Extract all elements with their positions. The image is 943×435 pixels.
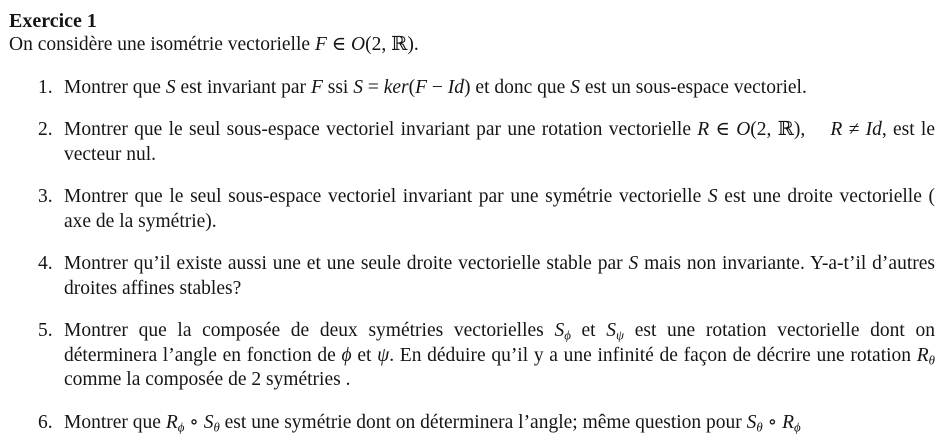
item-number: 5. (38, 319, 64, 393)
exercise-item-2 (9, 118, 935, 167)
item-number: 1. (38, 76, 64, 101)
item-text: Montrer que S est invariant par F ssi S = ker(F − Id) et donc que S est un sous-espace vectoriel. (64, 76, 935, 101)
exercise-title: Exercice 1 (9, 9, 935, 33)
item-number: 4. (38, 252, 64, 301)
item-text: Montrer que Rϕ ∘ Sθ est une symétrie dont on déterminera l’angle; même question pour Sθ ∘ Rϕ (64, 411, 935, 435)
item-number: 6. (38, 411, 64, 435)
exercise-item-3 (9, 185, 935, 234)
intro-paragraph: On considère une isométrie vectorielle F ∈ O(2, ℝ). (9, 33, 935, 58)
item-number: 2. (38, 118, 64, 167)
exercise-item-5 (9, 319, 935, 393)
item-text: Montrer qu’il existe aussi une et une seule droite vectorielle stable par S mais non invariante. Y-a-t’il d’autres droites affines stables? (64, 252, 935, 301)
item-text: Montrer que le seul sous-espace vectoriel invariant par une rotation vectorielle R ∈ O(2, ℝ), R ≠ Id, est le vecteur nul. (64, 118, 935, 167)
exercise-item-4 (9, 252, 935, 301)
exercise-item-1 (9, 76, 935, 101)
exercise-item-6 (9, 411, 935, 435)
item-text: Montrer que le seul sous-espace vectoriel invariant par une symétrie vectorielle S est une droite vectorielle ( axe de la symétrie). (64, 185, 935, 234)
exercise-list (9, 76, 935, 435)
item-number: 3. (38, 185, 64, 234)
item-text: Montrer que la composée de deux symétries vectorielles Sϕ et Sψ est une rotation vectorielle dont on déterminera l’angle en fonction de ϕ et ψ. En déduire qu’il y a une infinité de façon de décrire une rotation Rθ comme la composée de 2 symétries . (64, 319, 935, 393)
